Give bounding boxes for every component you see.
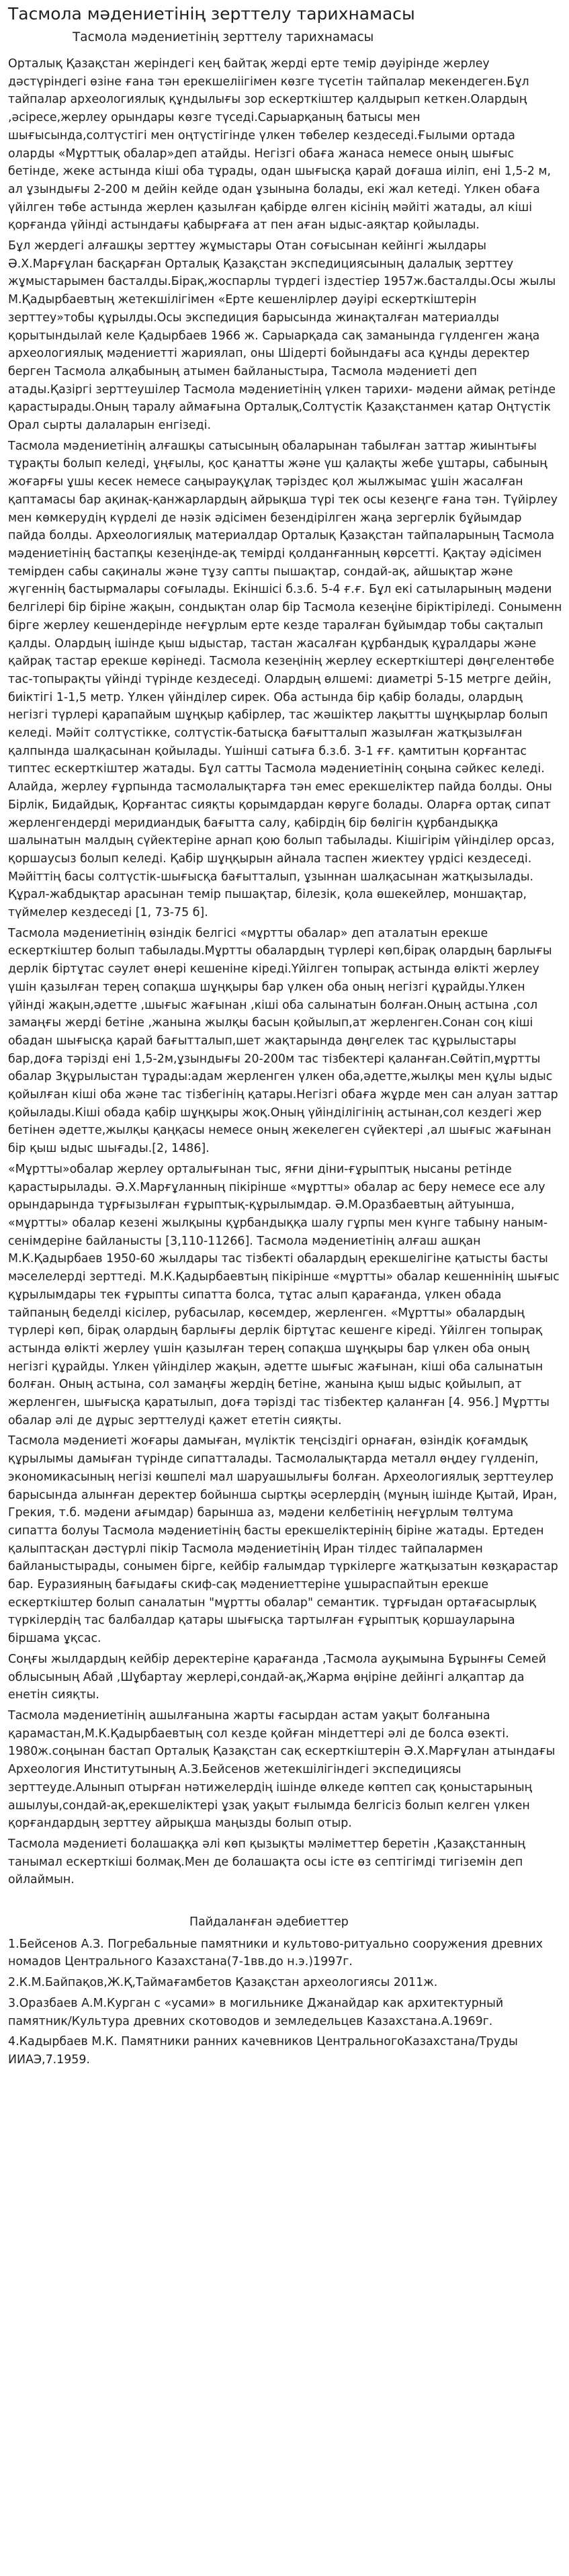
paragraph: Орталық Қазақстан жеріндегі кең байтақ жерді ерте темір дәуірінде жерлеу дәстүріндегі өзіне ғана тән ерекшеліігімен көзге түсетін тайпалар мекендеген.Бұл тайпалар археологиялық құндылығы зор ескерткіштер қалдырып кеткен.Олардың ,әсіресе,жерлеу орындары көзге түседі.Сарыарқаның батысы мен шығысында,солтүстігі мен оңтүстігінде үлкен төбелер кездеседі.Ғылыми ортада оларды «Мұрттық обалар»деп атайды. Негізгі обаға жанаса немесе оның шығыс бетінде, жеке астында кіші оба тұрады, одан шығысқа қарай доғаша иіліп, ені 1,5-2 м, ал ұзындығы 2-200 м дейін кейде одан ұзынына болады, екі жал кетеді. Үлкен обаға үйілген төбе астында жерлен қазылған қабірде өлген кісінің мәйіті жатады, ал кіші қорғанда үйінді астындағы қабырғаға ат пен аған ыдыс-аяқтар қойылады.	[8, 57, 551, 233]
reference-item: 2.К.М.Байпақов,Ж.Қ,Таймағамбетов Қазақстан археологиясы 2011ж.	[8, 1976, 438, 1990]
document-body	[8, 55, 562, 1889]
reference-item: 1.Бейсенов А.З. Погребальные памятники и культово-ритуально сооружения древних номадов Центрального Казахстана(7-1вв.до н.э.)1997г.	[8, 1937, 543, 1969]
paragraph: Тасмола мәдениетінің өзіндік белгісі «мұртты обалар» деп аталатын ерекше ескерткіштер болып табылады.Мұртты обалардың түрлері көп,бірақ олардың барлығы дерлік біртұтас сәулет өнері кешеніне кіреді.Үйілген топырақ астында өлікті жерлеу үшін қазылған терең сопақша шұңқыры бар үлкен оба оның негізгі құрайды.Үлкен үйінді жақын,әдетте ,шығыс жағынан ,кіші оба салынатын болған.Оның астына ,сол замаңғы жерді бетіне ,жанына жылқы басын қойылып,ат жерленген.Сонан соң кіші обадан шығысқа қарай бағытталып,шет жақтарында дөңгелек тас құрылыстары бар,доға тәрізді ені 1,5-2м,ұзындығы 20-200м тас тізбектері қаланған.Сөйтіп,мұртты обалар 3құрылыстан тұрады:адам жерленген үлкен оба,әдетте,жылқы мен құлы ыдыс қойылған кіші оба және тас тізбегінің қатары.Негізгі обаға жұрде мен сан алуан заттар қойылады.Кіші обада қабір шұңқыры жоқ.Оның үйінділігінің астынан,сол кездегі жер бетінен әдетте,жылқы қаңқасы немесе оның жекелеген сүйектері ,ал шығыс жағынан бір қыш ыдыс шығады.[2, 1486].	[8, 926, 558, 1156]
references-heading: Пайдаланған әдебиеттер	[189, 1915, 349, 1929]
paragraph: Тасмола мәдениетінің ашылғанына жарты ғасырдан астам уақыт болғанына қарамастан,М.К.Қадырбаевтың сол кезде қойған міндеттері әлі де болса өзекті. 1980ж.соңынан бастап Орталық Қазақстан сақ ескерткіштерін Ә.Х.Марғұлан атындағы Археология Институтының А.З.Бейсенов жетекшілігіндегі экспедициясы зерттеуде.Алынып отырған нәтижелердің ішінде өлкеде көптеп сақ қоныстарының ашылуы,сондай-ақ,ерекшеліктері ұзақ уақыт ғылымда белгісіз болып келген үлкен қорғандардың зерттеу айрықша маңызды болып отыр.	[8, 1708, 556, 1831]
paragraph: Тасмола мәдениеті жоғары дамыған, мүліктік теңсіздігі орнаған, өзіндік қоғамдық құрылымы дамыған түрінде сипатталады. Тасмолалықтарда металл өңдеу гүлденіп, экономикасының негізі көшпелі мал шаруашылығы болған. Археологиялық зерттеулер барысында алынған деректер бойынша сыртқы әсерлердің (мұның ішінде Қытай, Иран, Грекия, т.б. мәдени ағымдар) барынша аз, мәдени келбетінің неғұрлым төлтума сипатта болуы Тасмола мәдениетінің басты ерекшеліктерінің біріне жатады. Ертеден қалыптасқан дәстүрлі пікір Тасмола мәдениетінің Иран тілдес тайпалармен байланыстырады, сонымен бірге, кейбір ғалымдар түркілерге жатқызатын көзқарастар бар. Еуразияның бағыдағы скиф-сақ мәдениеттеріне ұшыраспайтын ерекше ескерткіштер болып саналатын "мұртты обалар" семантик. тұрғыдан ортағасырлық түркілердің тас балбалдар қатары шығысқа тартылған ғұрыптық қоршауларына біршама ұқсас.	[8, 1434, 558, 1646]
paragraph: Тасмола мәдениетінің алғашқы сатысының обаларынан табылған заттар жиынтығы тұрақты болып келеді, ұңғылы, қос қанатты және үш қалақты жебе ұштары, сабының жоғарғы ұшы кесек немесе саңырауқұлақ тәріздес қол жылжымас ұшін жасалған қаптамасы бар ақинақ-қанжарлардың айрықша түрі тек осы кезеңге ғана тән. Түйірлеу мен көмкерудің күрделі де нәзік әдісімен безендірілген жаңа зергерлік бұйымдар пайда болды. Археологиялық материалдар Орталық Қазақстан тайпаларының Тасмола мәдениетінің бастапқы кезеңінде-ақ темірді қолданғанның көрсетті. Қақтау әдісімен темірден сабы сақиналы және тұзу сапты пышақтар, сондай-ақ, айшықтар және жүгеннің бастырмалары соғылады. Екіншісі б.з.б. 5-4 ғ.ғ. Бұл екі сатыларының мәдени белгілері бір біріне жақын, сондықтан олар бір Тасмола кезеңіне біріктіріледі. Соныменн бірге жерлеу кешендерінде неғұрлым ерте кезде таралған бұйымдар тобы сақталып қалды. Олардың ішінде қыш ыдыстар, тастан жасалған құрбандық құралдары және қайрақ тастар ерекше көрінеді. Тасмола кезеңінің жерлеу ескерткіштері дөңгелентөбе тас-топырақты үйінді түрінде кездеседі. Олардың өлшемі: диаметрі 5-15 метрге дейін, биіктігі 1-1,5 метр. Үлкен үйінділер сирек. Оба астында бір қабір болады, олардың негізгі түрлері қарапайым шұңқыр қабірлер, тас жәшіктер лақытты шұңқырлар болып келеді. Мәйіт солтүстікке, солтүстік-батысқа бағытталып жазылған жатқызылған қалпында шалқасынан қойылады. Үшінші сатыға б.з.б. 3-1 ғғ. қамтитын қорғантас типтес ескерткіштер жатады. Бұл сатты Тасмола мәдениетінің соңына сәйкес келеді. Алайда, жерлеу ғұрпында тасмолалықтарға тән емес ерекшеліктер пайда болды. Оны Бірлік, Бидайдық, Қорғантас сияқты қорымдардан көруге болады. Оларға ортақ сипат жерленгендерді меридиандық бағытта салу, қабірдің бір бөлігін құрбандыққа шалынатын малдың сүйектеріне арнап қою болып табылады. Кішігірім үйінділер орсаз, қоршаусыз болып келеді. Қабір шұңқырын айнала таспен жиектеу үрдісі кездеседі. Мәйіттің басы солтүстік-шығысқа бағытталып, ұзыннан шалқасынан жатқызылады. Құрал-жабдықтар арасынан темір пышақтар, білезік, қола өшекейлер, моншақтар, түймелер кездеседі [1, 73-75 б].	[8, 439, 562, 920]
reference-item: 3.Оразбаев А.М.Курган с «усами» в могильнике Джанайдар как архитектурный памятник/Культура древних скотоводов и земледельцев Казахстана.А.1969г.	[8, 1996, 504, 2028]
paragraph: Бұл жердегі алғашқы зерттеу жұмыстары Отан соғысынан кейінгі жылдары Ә.Х.Марғұлан басқарған Орталық Қазақстан экспедициясының далалық зерттеу жұмыстарымен басталды.Бірақ,жоспарлы түрдегі іздестіер 1957ж.басталды.Осы жылы М.Қадырбаевтың жетекшілігімен «Ерте кешенлірлер дәуірі ескерткіштерін зерттеу»тобы құрылды.Осы экспедиция барысында жинақталған материалды қорытындылай келе Қадырбаев 1966 ж. Сарыарқада сақ заманында гүлденген жаңа археологиялық мәдениетті жариялап, оны Шідерті бойындағы аса құнды деректер берген Тасмола алқабының атымен байланыстыра, Тасмола мәдениеті деп атады.Қазіргі зерттеушілер Тасмола мәдениетінің үлкен тарихи- мәдени аймақ ретінде қарастырады.Оның таралу аймағына Орталық,Солтүстік Қазақстанмен қатар Оңтүстік Орал сырты далаларын енгізеді.	[8, 239, 556, 433]
document-title: Тасмола мәдениетінің зерттелу тарихнамасы	[8, 4, 415, 24]
references-list	[8, 1936, 562, 2069]
paragraph: Тасмола мәдениеті болашаққа әлі көп қызықты мәліметтер беретін ,Қазақстанның танымал ескерткіші болмақ.Мен де болашақта осы істе өз септігімді тигіземін деп ойлаймын.	[8, 1837, 525, 1887]
paragraph: «Мұртты»обалар жерлеу орталығынан тыс, яғни діни-ғұрыптық нысаны ретінде қарастырылады. Ә.Х.Марғұланның пікірінше «мұртты» обалар ас беру немесе есе алу орындарында тұрғызылған ғұрыптық-құрылымдар. Ә.М.Оразбаевтың айтуынша, «мұртты» обалар кезені жылқыны құрбандыққа шалу гұрпы мен күнге табыну наным-сенімдеріне байланысты [3,110-11266]. Тасмола мәдениетінің алғаш ашқан М.К.Қадырбаев 1950-60 жылдары тас тізбекті обалардың ерекшелігіне қатысты басты мәселелерді зерттеді. М.К.Қадырбаевтың пікірінше «мұртты» обалар кешеннінің шығыс құрылымдары тек ғұрыпты сипатта болса, тұтас алып қарағанда, үлкен обада тайпаның беделді кісілер, рубасылар, көсемдер, жерленген. «Мұртты» обалардың түрлері көп, бірақ олардың барлығы дерлік біртұтас кешенге кіреді. Үйілген топырақ астында өлікті жерлеу үшін қазылған терең сопақша шұңқыры бар үлкен оба оның негізгі құрайды. Үлкен үйінділер жақын, әдетте шығыс жағынан, кіші оба салынатын болған. Оның астына, сол замаңғы жердің бетіне, жанына қыш ыдыс қойылып, ат жерленген, шығысқа қаратылып, доға тәрізді тас тізбектер қаланған [4. 956.] Мұртты обалар әлі де дұрыс зерттелуді қажет ететін сияқты.	[8, 1162, 560, 1427]
paragraph: Соңғы жылдардың кейбір деректеріне қарағанда ,Тасмола ауқымына Бұрынғы Семей облысының Абай ,Шұбартау жерлері,сондай-ақ,Жарма өңіріне дейінгі алқаптар да енетін сияқты.	[8, 1652, 546, 1702]
reference-item: 4.Кадырбаев М.К. Памятники ранних качевников ЦентральногоКазахстана/Труды ИИАЭ,7.1959.	[8, 2035, 518, 2067]
document-subtitle: Тасмола мәдениетінің зерттелу тарихнамасы	[73, 30, 374, 44]
